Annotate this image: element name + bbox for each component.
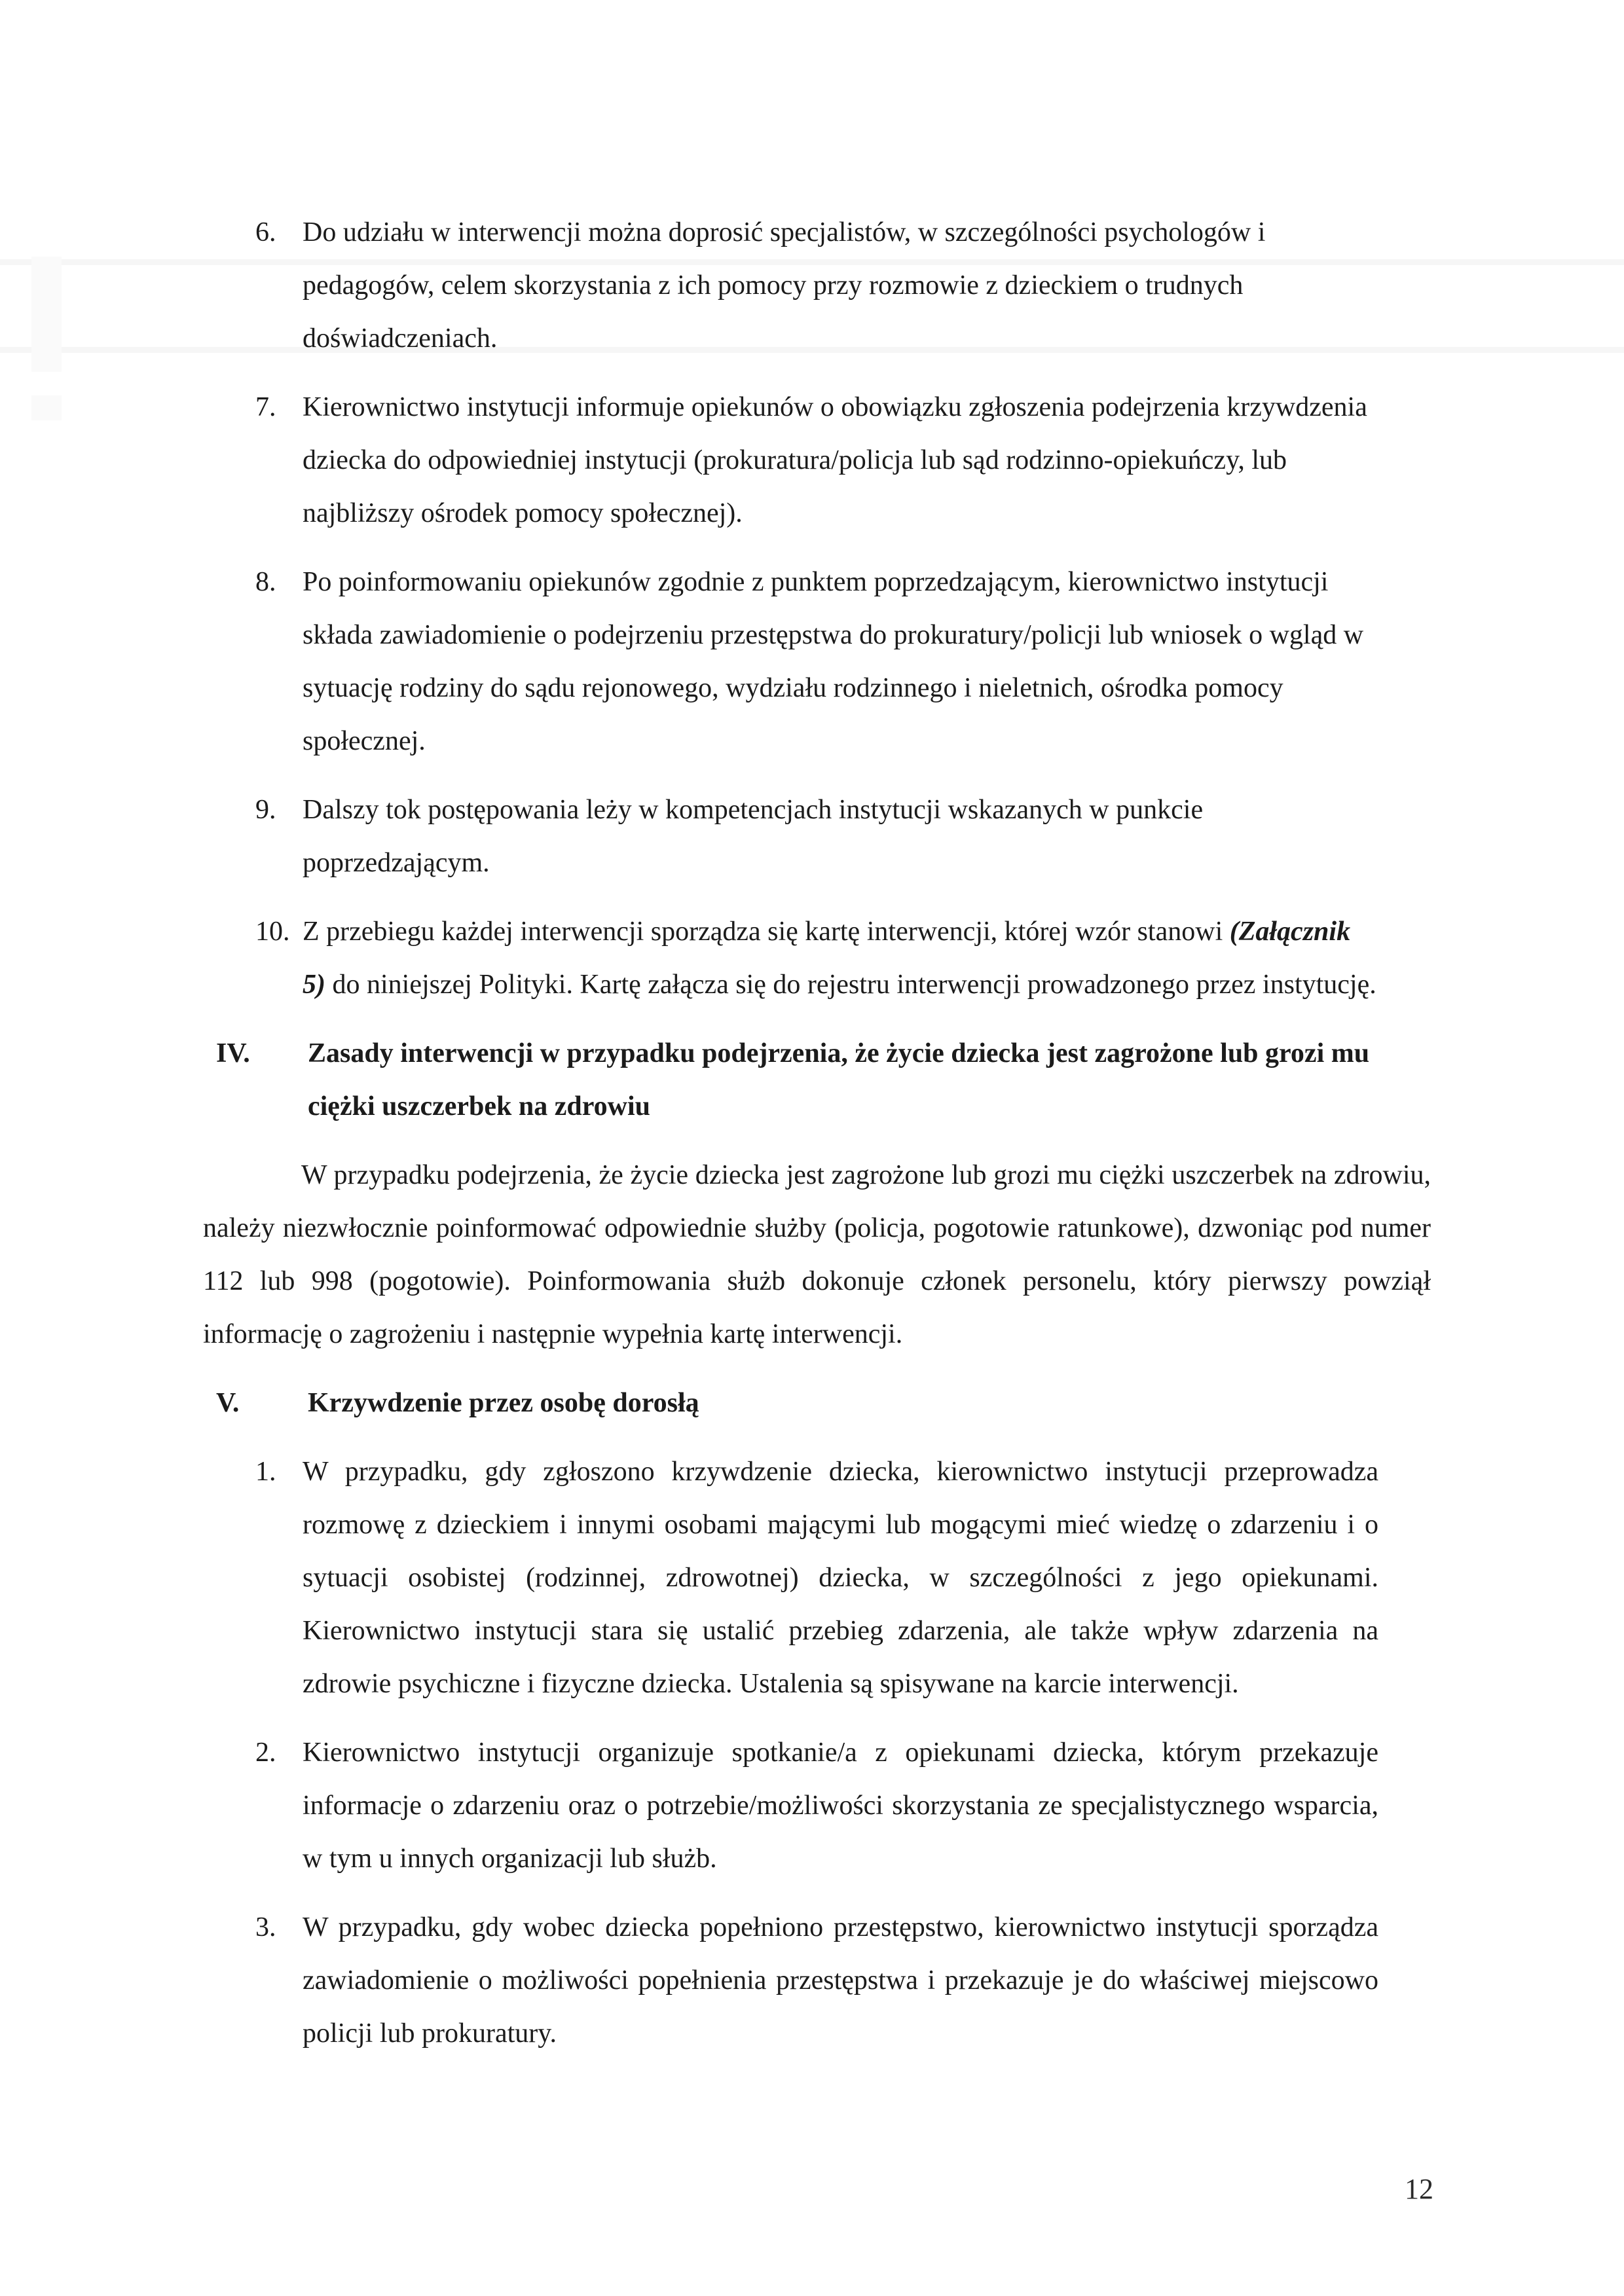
scan-artifact-patch — [31, 395, 62, 420]
section-v-heading — [216, 1377, 1431, 1430]
list-item-number: 2. — [255, 1738, 276, 1768]
list-item-number: 9. — [255, 795, 276, 825]
list-item-number: 3. — [255, 1912, 276, 1942]
list-item-number: 6. — [255, 217, 276, 247]
list-item-text-before: Z przebiegu każdej interwencji sporządza się kartę interwencji, której wzór stanowi — [303, 917, 1230, 947]
document-body — [203, 206, 1431, 2076]
attachment-reference: (Załącznik 5) — [303, 917, 1351, 1000]
list-item-text-after: do niniejszej Polityki. Kartę załącza się do rejestru interwencji prowadzonego przez instytucję. — [325, 970, 1376, 1000]
list-item-number: 8. — [255, 567, 276, 597]
list-item-7 — [255, 381, 1378, 540]
list-item-number: 7. — [255, 392, 276, 422]
scan-artifact-patch — [31, 257, 62, 372]
list-item-text: Dalszy tok postępowania leży w kompetencjach instytucji wskazanych w punkcie poprzedzającym. — [303, 795, 1204, 878]
page-number: 12 — [1405, 2173, 1433, 2205]
list-item-number: 10. — [255, 917, 290, 947]
list-item-6 — [255, 206, 1378, 365]
list-item-10 — [255, 905, 1378, 1011]
list-item-text: Kierownictwo instytucji informuje opiekunów o obowiązku zgłoszenia podejrzenia krzywdzenia dziecka do odpowiedniej instytucji (prokuratura/policja lub sąd rodzinno-opiekuńczy, lub najbliższy ośrodek pomocy społecznej). — [303, 392, 1367, 528]
section-v-item-1 — [255, 1446, 1378, 1711]
list-item-9 — [255, 784, 1378, 890]
list-item-text: Po poinformowaniu opiekunów zgodnie z punktem poprzedzającym, kierownictwo instytucji składa zawiadomienie o podejrzeniu przestępstwa do prokuratury/policji lub wniosek o wgląd w sytuację rodziny do sądu rejonowego, wydziału rodzinnego i nieletnich, ośrodka pomocy społecznej. — [303, 567, 1364, 756]
list-item-text: W przypadku, gdy zgłoszono krzywdzenie dziecka, kierownictwo instytucji przeprowadza rozmowę z dzieckiem i innymi osobami mającymi lub mogącymi mieć wiedzę o zdarzeniu i o sytuacji osobistej (rodzinnej, zdrowotnej) dziecka, w szczególności z jego opiekunami. Kierownictwo instytucji stara się ustalić przebieg zdarzenia, ale także wpływ zdarzenia na zdrowie psychiczne i fizyczne dziecka. Ustalenia są spisywane na karcie interwencji. — [303, 1457, 1378, 1699]
section-iv-numeral: IV. — [216, 1038, 250, 1068]
list-item-text: Kierownictwo instytucji organizuje spotkanie/a z opiekunami dziecka, którym przekazuje informacje o zdarzeniu oraz o potrzebie/możliwości skorzystania ze specjalistycznego wsparcia, w tym u innych organizacji lub służb. — [303, 1738, 1378, 1874]
section-v-item-3 — [255, 1901, 1378, 2060]
list-item-8 — [255, 556, 1378, 768]
section-v-numeral: V. — [216, 1388, 240, 1418]
section-v-item-2 — [255, 1726, 1378, 1886]
section-iv-heading — [216, 1027, 1431, 1133]
section-iv-title: Zasady interwencji w przypadku podejrzenia, że życie dziecka jest zagrożone lub grozi mu ciężki uszczerbek na zdrowiu — [308, 1038, 1370, 1121]
section-iv-paragraph: W przypadku podejrzenia, że życie dziecka jest zagrożone lub grozi mu ciężki uszczerbek na zdrowiu, należy niezwłocznie poinformować odpowiednie służby (policja, pogotowie ratunkowe), dzwoniąc pod numer 112 lub 998 (pogotowie). Poinformowania służb dokonuje członek personelu, który pierwszy powziął informację o zagrożeniu i następnie wypełnia kartę interwencji. — [203, 1160, 1431, 1349]
section-v-title: Krzywdzenie przez osobę dorosłą — [308, 1388, 699, 1418]
list-item-text — [303, 905, 1378, 1011]
list-item-number: 1. — [255, 1457, 276, 1487]
list-item-text: W przypadku, gdy wobec dziecka popełniono przestępstwo, kierownictwo instytucji sporządza zawiadomienie o możliwości popełnienia przestępstwa i przekazuje je do właściwej miejscowo policji lub prokuratury. — [303, 1912, 1378, 2049]
list-item-text: Do udziału w interwencji można doprosić specjalistów, w szczególności psychologów i pedagogów, celem skorzystania z ich pomocy przy rozmowie z dzieckiem o trudnych doświadczeniach. — [303, 217, 1266, 354]
